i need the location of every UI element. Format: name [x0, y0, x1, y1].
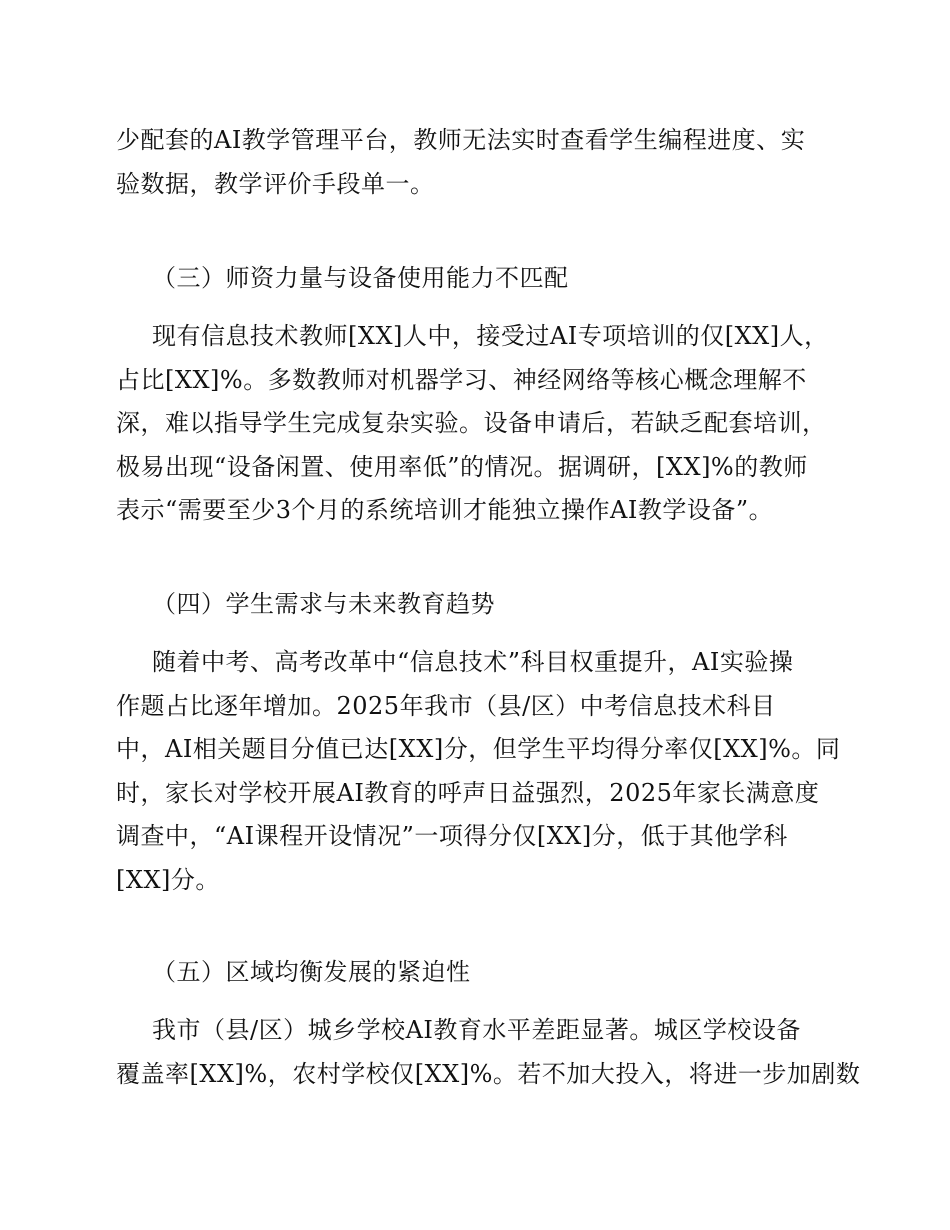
paragraph-line: 极易出现“设备闲置、使用率低”的情况。据调研，[XX]%的教师 [116, 453, 808, 481]
paragraph-line: [XX]分。 [116, 866, 220, 894]
paragraph-line: 深，难以指导学生完成复杂实验。设备申请后，若缺乏配套培训， [116, 409, 827, 437]
paragraph-line: 作题占比逐年增加。2025年我市（县/区）中考信息技术科目 [116, 692, 776, 720]
paragraph-line: 现有信息技术教师[XX]人中，接受过AI专项培训的仅[XX]人， [152, 322, 829, 350]
paragraph-line: 表示“需要至少3个月的系统培训才能独立操作AI教学设备”。 [116, 496, 774, 524]
paragraph-line: 占比[XX]%。多数教师对机器学习、神经网络等核心概念理解不 [116, 366, 807, 394]
paragraph-line: 少配套的AI教学管理平台，教师无法实时查看学生编程进度、实 [116, 126, 806, 154]
paragraph-line: 验数据，教学评价手段单一。 [116, 170, 435, 198]
section-heading: （四）学生需求与未来教育趋势 [152, 590, 495, 618]
paragraph-line: 中，AI相关题目分值已达[XX]分，但学生平均得分率仅[XX]%。同 [116, 735, 841, 763]
paragraph-line: 时，家长对学校开展AI教育的呼声日益强烈，2025年家长满意度 [116, 779, 820, 807]
section-heading: （三）师资力量与设备使用能力不匹配 [152, 264, 569, 292]
section-heading: （五）区域均衡发展的紧迫性 [152, 958, 471, 986]
paragraph-line: 随着中考、高考改革中“信息技术”科目权重提升，AI实验操 [152, 648, 794, 676]
paragraph-line: 调查中，“AI课程开设情况”一项得分仅[XX]分，低于其他学科 [116, 822, 788, 850]
paragraph-line: 覆盖率[XX]%，农村学校仅[XX]%。若不加大投入，将进一步加剧数 [116, 1060, 861, 1088]
paragraph-line: 我市（县/区）城乡学校AI教育水平差距显著。城区学校设备 [152, 1016, 801, 1044]
